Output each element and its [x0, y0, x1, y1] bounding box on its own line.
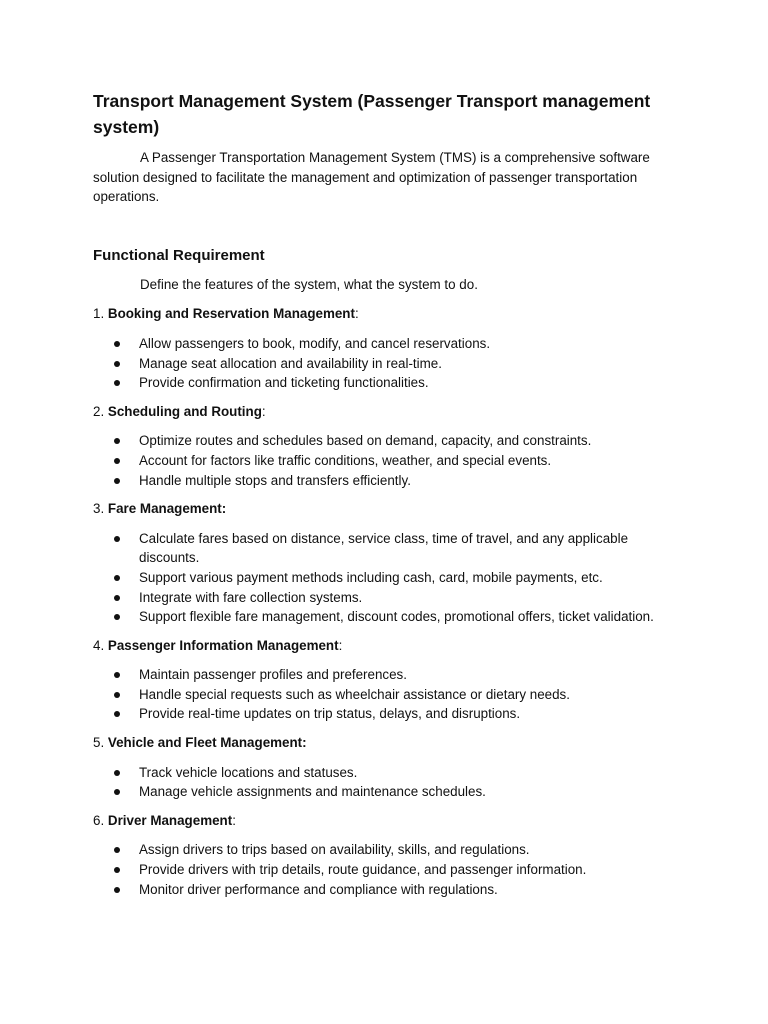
list-item [93, 840, 680, 860]
list-item [93, 782, 680, 802]
requirement-name: Passenger Information Management [107, 637, 339, 653]
list-item-text: Allow passengers to book, modify, and cancel reservations. [139, 335, 491, 351]
bullet-dot-icon [114, 595, 120, 601]
bullet-dot-icon [114, 361, 120, 367]
list-item [93, 568, 680, 588]
requirement-heading [93, 636, 680, 656]
section-heading: Functional Requirement [93, 246, 265, 264]
bullet-dot-icon [114, 380, 120, 386]
requirement-suffix: : [354, 306, 359, 322]
requirement-number: 1. [93, 306, 105, 322]
list-item-text: Provide real-time updates on trip status, delays, and disruptions. [139, 706, 521, 722]
requirement-number: 2. [93, 403, 105, 419]
bullet-dot-icon [114, 672, 120, 678]
requirement-heading [93, 402, 680, 422]
list-item [93, 607, 680, 627]
bullet-list [93, 334, 680, 393]
list-item [93, 354, 680, 374]
list-item [93, 860, 680, 880]
list-item-text: Provide confirmation and ticketing functionalities. [139, 375, 429, 391]
requirement-name: Driver Management [107, 812, 233, 828]
requirement-passenger-info [93, 636, 680, 724]
list-item-text: Track vehicle locations and statuses. [139, 764, 358, 780]
list-item [93, 451, 680, 471]
list-item-text: Support various payment methods including cash, card, mobile payments, etc. [139, 569, 603, 585]
list-item [93, 665, 680, 685]
list-item [93, 431, 680, 451]
document-title: Transport Management System (Passenger Transport management system) [93, 91, 651, 137]
bullet-dot-icon [114, 887, 120, 893]
bullet-dot-icon [114, 458, 120, 464]
requirement-heading [93, 499, 680, 519]
bullet-dot-icon [114, 692, 120, 698]
requirement-name: Vehicle and Fleet Management: [107, 735, 307, 751]
bullet-list [93, 431, 680, 490]
list-item-text: Assign drivers to trips based on availability, skills, and regulations. [139, 842, 530, 858]
list-item [93, 880, 680, 900]
requirement-fare [93, 499, 680, 627]
list-item-text: Maintain passenger profiles and preferences. [139, 667, 407, 683]
bullet-dot-icon [114, 575, 120, 581]
bullet-dot-icon [114, 847, 120, 853]
bullet-dot-icon [114, 789, 120, 795]
bullet-dot-icon [114, 614, 120, 620]
list-item [93, 373, 680, 393]
bullet-dot-icon [114, 341, 120, 347]
requirement-name: Booking and Reservation Management [107, 306, 355, 322]
requirement-name: Scheduling and Routing [107, 403, 262, 419]
list-item-text: Handle multiple stops and transfers efficiently. [139, 472, 411, 488]
bullet-dot-icon [114, 478, 120, 484]
list-item-text: Handle special requests such as wheelchair assistance or dietary needs. [139, 686, 570, 702]
requirement-number: 5. [93, 735, 105, 751]
list-item-text: Manage seat allocation and availability in real-time. [139, 355, 442, 371]
bullet-list [93, 665, 680, 724]
requirement-number: 4. [93, 637, 105, 653]
list-item [93, 763, 680, 783]
requirement-suffix: : [261, 403, 266, 419]
requirements-list [93, 304, 680, 899]
bullet-dot-icon [114, 711, 120, 717]
list-item-text: Manage vehicle assignments and maintenance schedules. [139, 784, 486, 800]
bullet-dot-icon [114, 438, 120, 444]
list-item-text: Support flexible fare management, discount codes, promotional offers, ticket validation. [139, 609, 654, 625]
bullet-dot-icon [114, 867, 120, 873]
bullet-dot-icon [114, 536, 120, 542]
requirement-scheduling [93, 402, 680, 490]
bullet-list [93, 763, 680, 802]
requirement-heading [93, 733, 680, 753]
bullet-dot-icon [114, 770, 120, 776]
section-description: Define the features of the system, what the system to do. [140, 276, 478, 292]
bullet-list [93, 529, 680, 627]
list-item [93, 704, 680, 724]
list-item [93, 471, 680, 491]
requirement-heading [93, 304, 680, 324]
list-item-text: Monitor driver performance and compliance with regulations. [139, 881, 498, 897]
requirement-suffix: : [338, 637, 343, 653]
requirement-driver [93, 811, 680, 899]
list-item [93, 588, 680, 608]
requirement-number: 3. [93, 501, 105, 517]
list-item-text: Integrate with fare collection systems. [139, 589, 363, 605]
list-item-text: Account for factors like traffic conditions, weather, and special events. [139, 452, 552, 468]
list-item [93, 685, 680, 705]
requirement-vehicle-fleet [93, 733, 680, 802]
intro-paragraph: A Passenger Transportation Management System (TMS) is a comprehensive software solution designed to facilitate the management and optimization of passenger transportation operations. [93, 150, 650, 205]
requirement-name: Fare Management: [107, 501, 227, 517]
requirement-booking [93, 304, 680, 392]
list-item-text: Optimize routes and schedules based on demand, capacity, and constraints. [139, 433, 592, 449]
requirement-suffix: : [232, 812, 236, 828]
list-item-text: Calculate fares based on distance, service class, time of travel, and any applicable discounts. [139, 530, 629, 566]
list-item [93, 334, 680, 354]
list-item-text: Provide drivers with trip details, route guidance, and passenger information. [139, 862, 587, 878]
requirement-heading [93, 811, 680, 831]
bullet-list [93, 840, 680, 899]
requirement-number: 6. [93, 812, 105, 828]
list-item [93, 529, 680, 568]
